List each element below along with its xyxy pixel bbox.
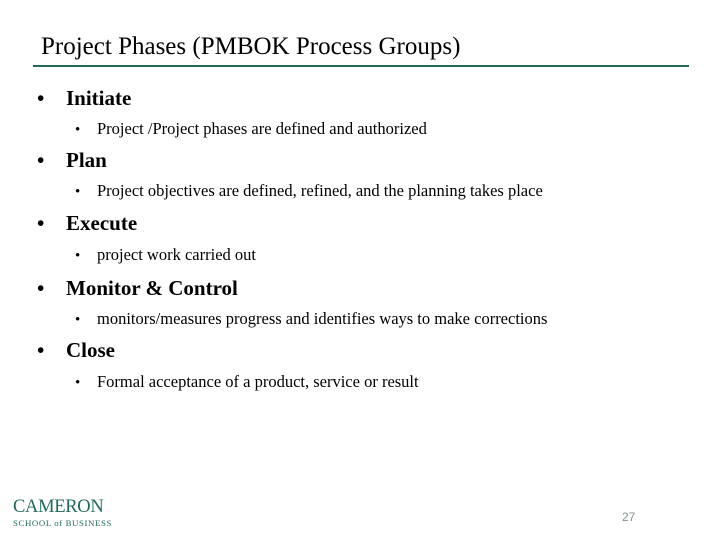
- bullet-label: Initiate: [66, 86, 132, 110]
- bullet-plan: [37, 148, 107, 172]
- logo-wordmark: CAMERON: [13, 497, 104, 517]
- sub-bullet-close: [75, 372, 419, 393]
- bullet-execute: [37, 211, 137, 235]
- sub-bullet-marker: •: [75, 375, 81, 391]
- bullet-marker: •: [37, 338, 45, 362]
- bullet-label: Execute: [66, 211, 138, 235]
- bullet-marker: •: [37, 276, 45, 300]
- sub-bullet-plan: [75, 181, 543, 202]
- slide-title: Project Phases (PMBOK Process Groups): [41, 33, 461, 60]
- bullet-label: Monitor & Control: [66, 276, 238, 300]
- bullet-label: Close: [66, 338, 115, 362]
- bullet-marker: •: [37, 148, 45, 172]
- sub-bullet-initiate: [75, 119, 427, 140]
- bullet-marker: •: [37, 86, 45, 110]
- sub-bullet-execute: [75, 245, 256, 266]
- school-logo: [13, 498, 133, 527]
- bullet-monitor-control: [37, 276, 238, 300]
- sub-bullet-marker: •: [75, 184, 81, 200]
- sub-bullet-text: monitors/measures progress and identifies ways to make corrections: [97, 309, 548, 328]
- sub-bullet-marker: •: [75, 122, 81, 138]
- sub-bullet-monitor-control: [75, 309, 547, 330]
- sub-bullet-text: Formal acceptance of a product, service or result: [97, 372, 419, 391]
- sub-bullet-text: Project objectives are defined, refined, and the planning takes place: [97, 181, 543, 200]
- sub-bullet-text: project work carried out: [97, 245, 256, 264]
- sub-bullet-text: Project /Project phases are defined and authorized: [97, 119, 427, 138]
- sub-bullet-marker: •: [75, 312, 81, 328]
- page-number: 27: [622, 510, 636, 524]
- bullet-close: [37, 338, 115, 362]
- bullet-label: Plan: [66, 148, 107, 172]
- logo-subtitle: SCHOOL of BUSINESS: [13, 517, 112, 528]
- bullet-marker: •: [37, 211, 45, 235]
- sub-bullet-marker: •: [75, 248, 81, 264]
- bullet-initiate: [37, 86, 131, 110]
